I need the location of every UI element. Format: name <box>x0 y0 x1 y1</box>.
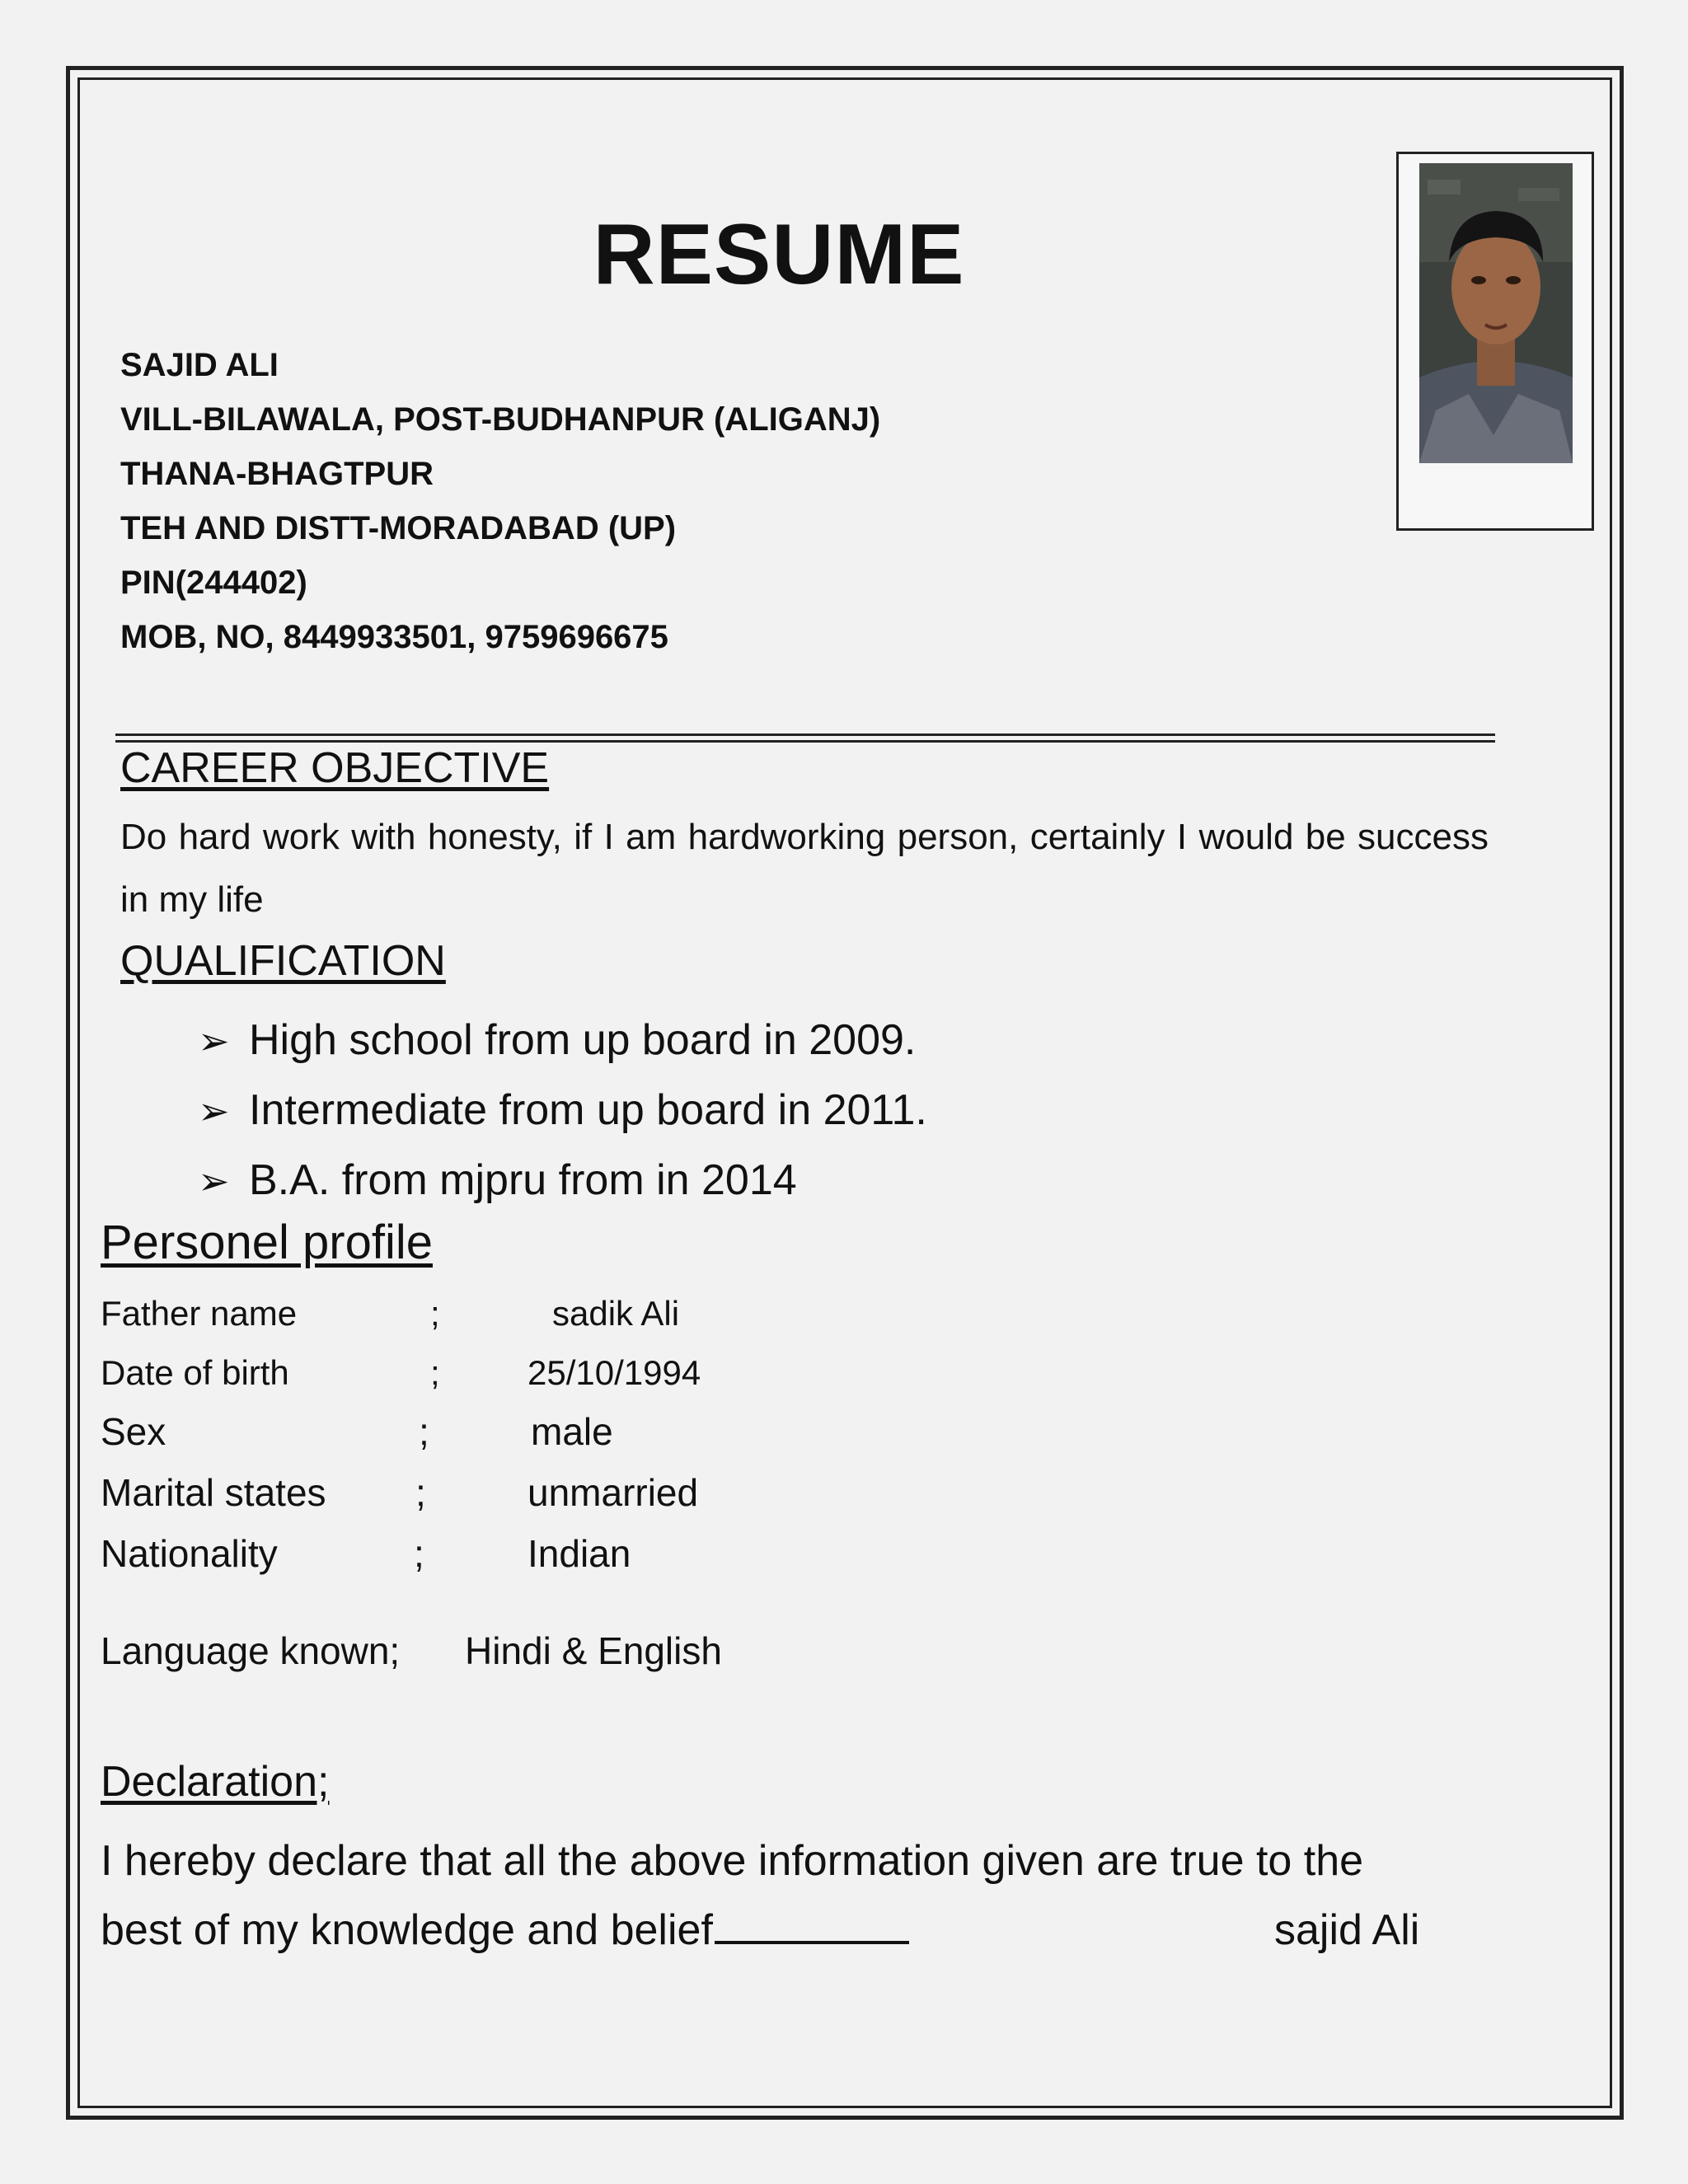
address-block <box>120 338 880 664</box>
declaration-text <box>101 1826 1502 1965</box>
divider-line <box>115 733 1495 736</box>
resume-title: RESUME <box>593 207 965 302</box>
personal-profile-heading: Personel profile <box>101 1216 433 1269</box>
address-line: THANA-BHAGTPUR <box>120 456 434 492</box>
arrow-bullet-icon: ➢ <box>198 1159 230 1203</box>
arrow-bullet-icon: ➢ <box>198 1089 230 1133</box>
signature-name: sajid Ali <box>1274 1906 1420 1954</box>
signature-line <box>715 1898 909 1944</box>
declaration-line: best of my knowledge and belief sajid Ali <box>101 1896 1502 1965</box>
address-pin: PIN(244402) <box>120 565 307 601</box>
divider-line <box>115 740 1495 743</box>
language-value: Hindi & English <box>465 1629 722 1672</box>
list-item: ➢ High school from up board in 2009. <box>198 1005 927 1076</box>
qualification-heading: QUALIFICATION <box>120 937 446 985</box>
address-line: VILL-BILAWALA, POST-BUDHANPUR (ALIGANJ) <box>120 401 881 438</box>
qualification-list <box>198 1005 927 1216</box>
applicant-name: SAJID ALI <box>120 347 279 383</box>
declaration-heading: Declaration; <box>101 1758 330 1806</box>
language-label: Language known; <box>101 1629 401 1672</box>
list-item: ➢ B.A. from mjpru from in 2014 <box>198 1146 927 1216</box>
language-known-row <box>101 1629 722 1673</box>
declaration-line: I hereby declare that all the above information given are true to the <box>101 1837 1364 1885</box>
address-mobile: MOB, NO, 8449933501, 9759696675 <box>120 619 668 655</box>
career-objective-text: Do hard work with honesty, if I am hardworking person, certainly I would be success in my life <box>120 817 1489 920</box>
arrow-bullet-icon: ➢ <box>198 1019 230 1063</box>
career-objective-heading: CAREER OBJECTIVE <box>120 744 550 792</box>
address-line: TEH AND DISTT-MORADABAD (UP) <box>120 510 677 546</box>
list-item: ➢ Intermediate from up board in 2011. <box>198 1076 927 1146</box>
